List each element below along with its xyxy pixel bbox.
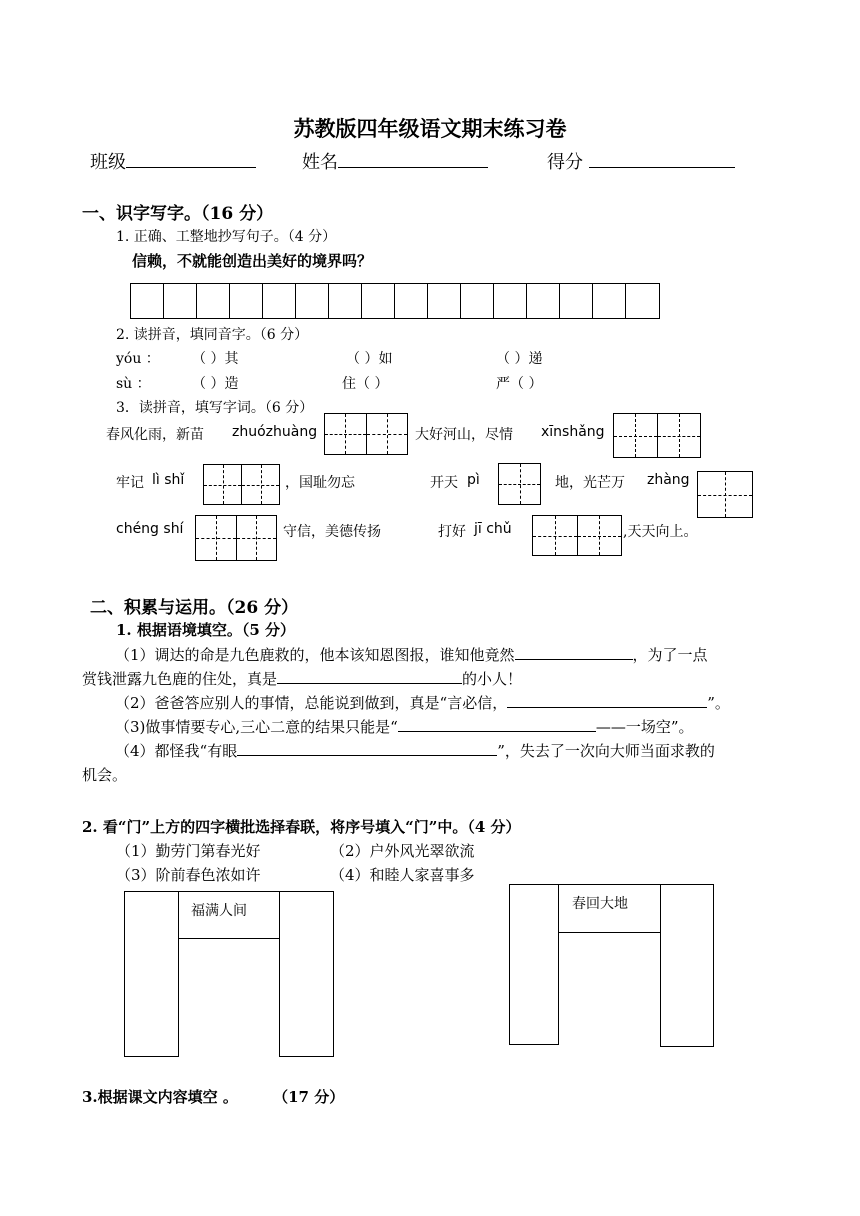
score-field[interactable] [589,151,735,168]
s1-q2-title: 2. 读拼音，填同音字。（6 分） [116,327,309,343]
door1-banner-text: 福满人间 [191,903,247,919]
grid-cell[interactable] [230,284,263,318]
q3-l3-b: 打好 [438,524,466,540]
q3-l2-pinyin3: zhàng [647,472,690,488]
s2-q1-item2 [82,691,777,715]
q3-l1-pinyin1: zhuózhuàng [232,424,318,440]
s2-q3-title-text: 3.根据课文内容填空 。 [82,1088,238,1106]
score-label: 得分 [547,152,583,173]
grid-cell[interactable] [164,284,197,318]
header-class [90,148,256,174]
option-4: （4）和睦人家喜事多 [330,866,475,884]
class-field[interactable] [126,151,256,168]
grid-cell[interactable] [329,284,362,318]
tian-grid-chengshi[interactable] [195,515,277,561]
tian-grid-pi[interactable] [498,463,541,505]
grid-cell[interactable] [197,284,230,318]
grid-cell[interactable] [263,284,296,318]
grid-cell[interactable] [362,284,395,318]
s2-q1-title: 1. 根据语境填空。（5 分） [116,621,296,639]
grid-cell[interactable] [395,284,428,318]
q2-r1-b[interactable]: （ ）如 [346,351,393,367]
tian-grid-xinshang[interactable] [613,413,701,458]
q3-l3-a: 守信，美德传扬 [283,524,381,540]
grid-cell[interactable] [560,284,593,318]
grid-cell[interactable] [494,284,527,318]
q2-r2-pinyin: sù ： [116,376,151,392]
tian-grid-zhuozhuang[interactable] [324,413,408,455]
s2-q1-item1 [82,643,777,691]
name-label: 姓名 [302,152,338,173]
blank-2[interactable] [507,691,707,708]
grid-cell[interactable] [626,284,659,318]
q3-l1-pinyin2: xīnshǎng [541,424,605,440]
section1-heading: 一、识字写字。（16 分） [82,204,274,224]
class-label: 班级 [90,152,126,173]
s2-q3-score: （17 分） [273,1088,345,1106]
q3-l2-a: 牢记 [116,475,144,491]
blank-3[interactable] [398,715,596,732]
tian-grid-lishi[interactable] [203,464,280,505]
tian-grid-zhang[interactable] [697,471,753,518]
grid-cell[interactable] [593,284,626,318]
door2-banner-text: 春回大地 [572,896,628,912]
s2-q2-title: 2. 看“门”上方的四字横批选择春联，将序号填入“门”中。（4 分） [82,818,521,836]
blank-4[interactable] [237,739,497,756]
header-name [302,148,488,174]
item1-text-b: ，为了一点 [632,646,708,664]
section2-heading: 二、积累与运用。（26 分） [90,598,299,618]
page-title: 苏教版四年级语文期末练习卷 [293,116,567,141]
item2-text-b: ”。 [707,694,730,712]
copy-grid[interactable] [130,283,660,319]
door2-right-post[interactable] [660,884,714,1047]
grid-cell[interactable] [527,284,560,318]
q3-l1-a: 春风化雨，新苗 [106,427,204,443]
s2-q1-item3 [82,715,777,739]
item1-text-a: （1）调达的命是九色鹿救的，他本该知恩图报，谁知他竟然 [115,646,515,664]
q3-l3-c: ,天天向上。 [623,524,698,540]
item4-text-b: ”，失去了一次向大师当面求教的 [497,742,715,760]
s2-q1-item4 [82,739,777,787]
s2-q3-title [82,1086,344,1107]
door1-right-post[interactable] [279,891,334,1057]
item1-text-d: 的小人！ [462,670,523,688]
q3-l2-d: 地，光芒万 [555,475,625,491]
item3-text-b: ——一场空”。 [595,718,694,736]
door1-left-post[interactable] [124,891,179,1057]
header-score [547,148,735,174]
door2-banner [558,884,661,933]
grid-cell[interactable] [296,284,329,318]
q3-l2-pinyin1: lì shǐ [152,472,185,488]
q2-r2-b[interactable]: 住（ ） [342,376,389,392]
q3-l2-c: 开天 [430,475,458,491]
grid-cell[interactable] [131,284,164,318]
q2-r1-c[interactable]: （ ）递 [496,351,543,367]
q3-l1-b: 大好河山，尽情 [415,427,513,443]
q3-l2-pinyin2: pì [467,472,480,488]
s1-q1-sentence: 信赖，不就能创造出美好的境界吗？ [132,252,373,270]
door1-banner [178,891,280,939]
q3-l3-pinyin2: jī chǔ [474,521,512,537]
s1-q1-title: 1. 正确、工整地抄写句子。（4 分） [116,229,337,245]
grid-cell[interactable] [461,284,494,318]
blank-1b[interactable] [277,667,462,684]
item1-text-c: 赏钱泄露九色鹿的住处，真是 [82,670,278,688]
q2-r2-c[interactable]: 严（ ） [496,376,543,392]
q2-r1-a[interactable]: （ ）其 [192,351,239,367]
item4-text-a: （4）都怪我“有眼 [115,742,238,760]
q2-r1-pinyin: yóu ： [116,351,160,367]
door2-left-post[interactable] [509,884,559,1045]
grid-cell[interactable] [428,284,461,318]
item4-text-c: 机会。 [82,766,128,784]
option-3: （3）阶前春色浓如许 [116,866,261,884]
q3-l2-b: ，国耻勿忘 [285,475,355,491]
q3-l3-pinyin1: chéng shí [116,521,184,537]
s1-q3-title: 3．读拼音，填写字词。（6 分） [116,400,314,416]
item3-text-a: （3)做事情要专心,三心二意的结果只能是“ [115,718,398,736]
option-2: （2）户外风光翠欲流 [330,842,475,860]
blank-1a[interactable] [515,643,633,660]
option-1: （1）勤劳门第春光好 [116,842,261,860]
q2-r2-a[interactable]: （ ）造 [192,376,239,392]
item2-text-a: （2）爸爸答应别人的事情，总能说到做到，真是“言必信， [115,694,508,712]
name-field[interactable] [338,151,488,168]
tian-grid-jichu[interactable] [532,515,622,556]
